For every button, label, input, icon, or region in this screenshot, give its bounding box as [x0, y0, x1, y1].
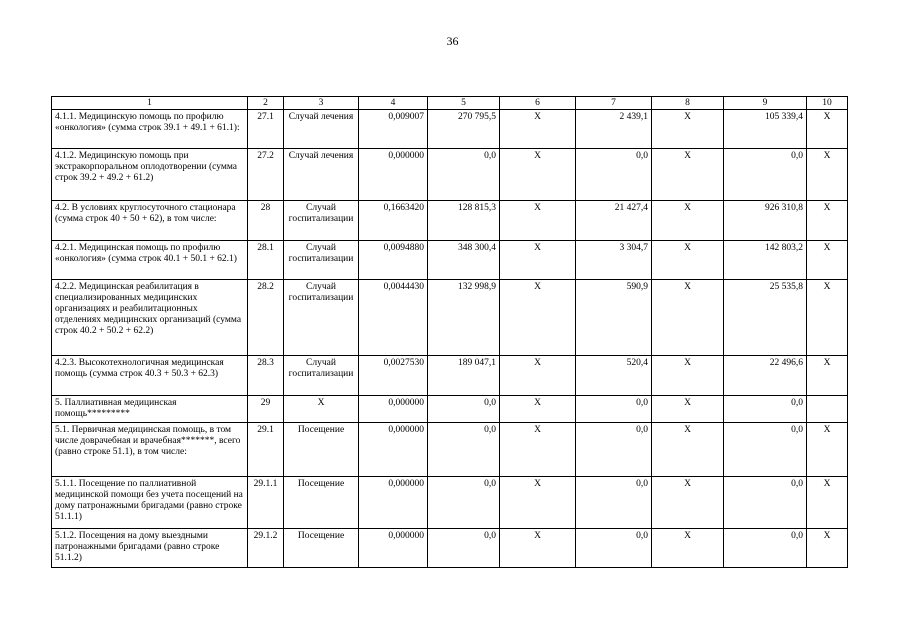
header-cell: 8: [652, 97, 724, 110]
page-number: 36: [446, 34, 459, 48]
row-code-cell: 29: [248, 396, 284, 423]
row-value-cell: 348 300,4: [428, 241, 500, 280]
row-value-cell: 0,000000: [359, 396, 428, 423]
row-name-cell: 5.1.2. Посещения на дому выездными патронажными бригадами (равно строке 51.1.2): [52, 529, 248, 568]
row-name-cell: 5.1. Первичная медицинская помощь, в том числе доврачебная и врачебная*******, всего (равно строке 51.1), в том числе:: [52, 423, 248, 477]
row-value-cell: X: [652, 396, 724, 423]
row-unit-cell: Посещение: [284, 529, 359, 568]
row-code-cell: 28.3: [248, 356, 284, 396]
row-name-cell: 4.1.1. Медицинскую помощь по профилю «онкология» (сумма строк 39.1 + 49.1 + 61.1):: [52, 110, 248, 149]
row-value-cell: 22 496,6: [724, 356, 807, 396]
row-unit-cell: Случай лечения: [284, 110, 359, 149]
row-value-cell: X: [500, 477, 576, 529]
row-value-cell: 0,0: [428, 396, 500, 423]
row-code-cell: 29.1.2: [248, 529, 284, 568]
row-value-cell: 0,0094880: [359, 241, 428, 280]
row-value-cell: 132 998,9: [428, 280, 500, 356]
row-value-cell: 0,0: [428, 477, 500, 529]
data-table: [51, 96, 848, 568]
table-row: [52, 241, 848, 280]
row-value-cell: 25 535,8: [724, 280, 807, 356]
row-value-cell: 590,9: [576, 280, 652, 356]
row-value-cell: X: [500, 241, 576, 280]
row-value-cell: 520,4: [576, 356, 652, 396]
row-value-cell: 0,0: [724, 477, 807, 529]
header-cell: 10: [807, 97, 848, 110]
table-row: [52, 149, 848, 201]
row-value-cell: X: [807, 529, 848, 568]
header-cell: 3: [284, 97, 359, 110]
row-name-cell: 4.2.3. Высокотехнологичная медицинская помощь (сумма строк 40.3 + 50.3 + 62.3): [52, 356, 248, 396]
row-name-cell: 4.1.2. Медицинскую помощь при экстракорпоральном оплодотворении (сумма строк 39.2 + 49.2 + 61.2): [52, 149, 248, 201]
row-value-cell: 0,0: [576, 423, 652, 477]
row-value-cell: 0,0: [724, 423, 807, 477]
row-value-cell: X: [652, 241, 724, 280]
row-value-cell: 270 795,5: [428, 110, 500, 149]
row-value-cell: 926 310,8: [724, 201, 807, 241]
row-value-cell: X: [652, 529, 724, 568]
row-name-cell: 4.2.2. Медицинская реабилитация в специализированных медицинских организациях и реабилитационных отделениях медицинских организаций (сумма строк 40.2 + 50.2 + 62.2): [52, 280, 248, 356]
row-name-cell: 5.1.1. Посещение по паллиативной медицинской помощи без учета посещений на дому патронажными бригадами (равно строке 51.1.1): [52, 477, 248, 529]
row-value-cell: X: [807, 149, 848, 201]
row-unit-cell: Случай госпитализации: [284, 201, 359, 241]
row-name-cell: 4.2.1. Медицинская помощь по профилю «онкология» (сумма строк 40.1 + 50.1 + 62.1): [52, 241, 248, 280]
row-code-cell: 28: [248, 201, 284, 241]
row-value-cell: 0,009007: [359, 110, 428, 149]
row-value-cell: X: [807, 241, 848, 280]
row-value-cell: 0,0: [576, 149, 652, 201]
row-code-cell: 27.1: [248, 110, 284, 149]
row-value-cell: [807, 396, 848, 423]
row-value-cell: 105 339,4: [724, 110, 807, 149]
row-value-cell: X: [652, 201, 724, 241]
table-row: [52, 423, 848, 477]
header-row: [52, 97, 848, 110]
row-value-cell: 0,000000: [359, 529, 428, 568]
row-name-cell: 5. Паллиативная медицинская помощь*********: [52, 396, 248, 423]
row-value-cell: 0,0: [576, 396, 652, 423]
row-value-cell: X: [807, 110, 848, 149]
row-value-cell: 0,0: [724, 529, 807, 568]
table-row: [52, 529, 848, 568]
row-value-cell: 0,0027530: [359, 356, 428, 396]
header-cell: 9: [724, 97, 807, 110]
row-value-cell: X: [500, 356, 576, 396]
row-value-cell: X: [500, 110, 576, 149]
table-row: [52, 356, 848, 396]
row-unit-cell: Случай госпитализации: [284, 241, 359, 280]
header-cell: 2: [248, 97, 284, 110]
row-name-cell: 4.2. В условиях круглосуточного стационара (сумма строк 40 + 50 + 62), в том числе:: [52, 201, 248, 241]
row-value-cell: 142 803,2: [724, 241, 807, 280]
row-unit-cell: Случай лечения: [284, 149, 359, 201]
row-unit-cell: Посещение: [284, 423, 359, 477]
row-value-cell: 3 304,7: [576, 241, 652, 280]
table-row: [52, 477, 848, 529]
header-cell: 5: [428, 97, 500, 110]
row-value-cell: X: [500, 529, 576, 568]
row-value-cell: X: [652, 110, 724, 149]
row-value-cell: 0,0: [428, 529, 500, 568]
row-value-cell: 0,1663420: [359, 201, 428, 241]
header-cell: 1: [52, 97, 248, 110]
row-code-cell: 29.1.1: [248, 477, 284, 529]
header-cell: 6: [500, 97, 576, 110]
row-unit-cell: Случай госпитализации: [284, 356, 359, 396]
table-row: [52, 280, 848, 356]
row-value-cell: 0,000000: [359, 423, 428, 477]
row-value-cell: 0,0: [724, 149, 807, 201]
row-value-cell: 0,0: [428, 149, 500, 201]
row-value-cell: 0,000000: [359, 149, 428, 201]
row-unit-cell: Случай госпитализации: [284, 280, 359, 356]
row-value-cell: X: [500, 396, 576, 423]
row-value-cell: X: [807, 280, 848, 356]
row-value-cell: X: [807, 201, 848, 241]
row-code-cell: 28.1: [248, 241, 284, 280]
row-value-cell: X: [652, 356, 724, 396]
header-cell: 7: [576, 97, 652, 110]
row-value-cell: 0,0: [428, 423, 500, 477]
row-code-cell: 28.2: [248, 280, 284, 356]
row-value-cell: X: [500, 201, 576, 241]
row-value-cell: 0,0: [724, 396, 807, 423]
row-unit-cell: Посещение: [284, 477, 359, 529]
row-code-cell: 29.1: [248, 423, 284, 477]
row-value-cell: 2 439,1: [576, 110, 652, 149]
row-value-cell: 0,000000: [359, 477, 428, 529]
row-value-cell: X: [500, 149, 576, 201]
row-value-cell: X: [652, 423, 724, 477]
header-cell: 4: [359, 97, 428, 110]
row-value-cell: 0,0044430: [359, 280, 428, 356]
row-value-cell: 0,0: [576, 529, 652, 568]
row-value-cell: 189 047,1: [428, 356, 500, 396]
row-value-cell: X: [652, 149, 724, 201]
row-value-cell: X: [500, 280, 576, 356]
row-value-cell: X: [807, 356, 848, 396]
row-value-cell: X: [652, 280, 724, 356]
row-value-cell: X: [500, 423, 576, 477]
row-value-cell: X: [807, 477, 848, 529]
row-value-cell: 128 815,3: [428, 201, 500, 241]
row-code-cell: 27.2: [248, 149, 284, 201]
row-value-cell: 21 427,4: [576, 201, 652, 241]
row-value-cell: X: [807, 423, 848, 477]
table-row: [52, 396, 848, 423]
table-row: [52, 110, 848, 149]
row-value-cell: X: [652, 477, 724, 529]
row-unit-cell: X: [284, 396, 359, 423]
table-row: [52, 201, 848, 241]
row-value-cell: 0,0: [576, 477, 652, 529]
